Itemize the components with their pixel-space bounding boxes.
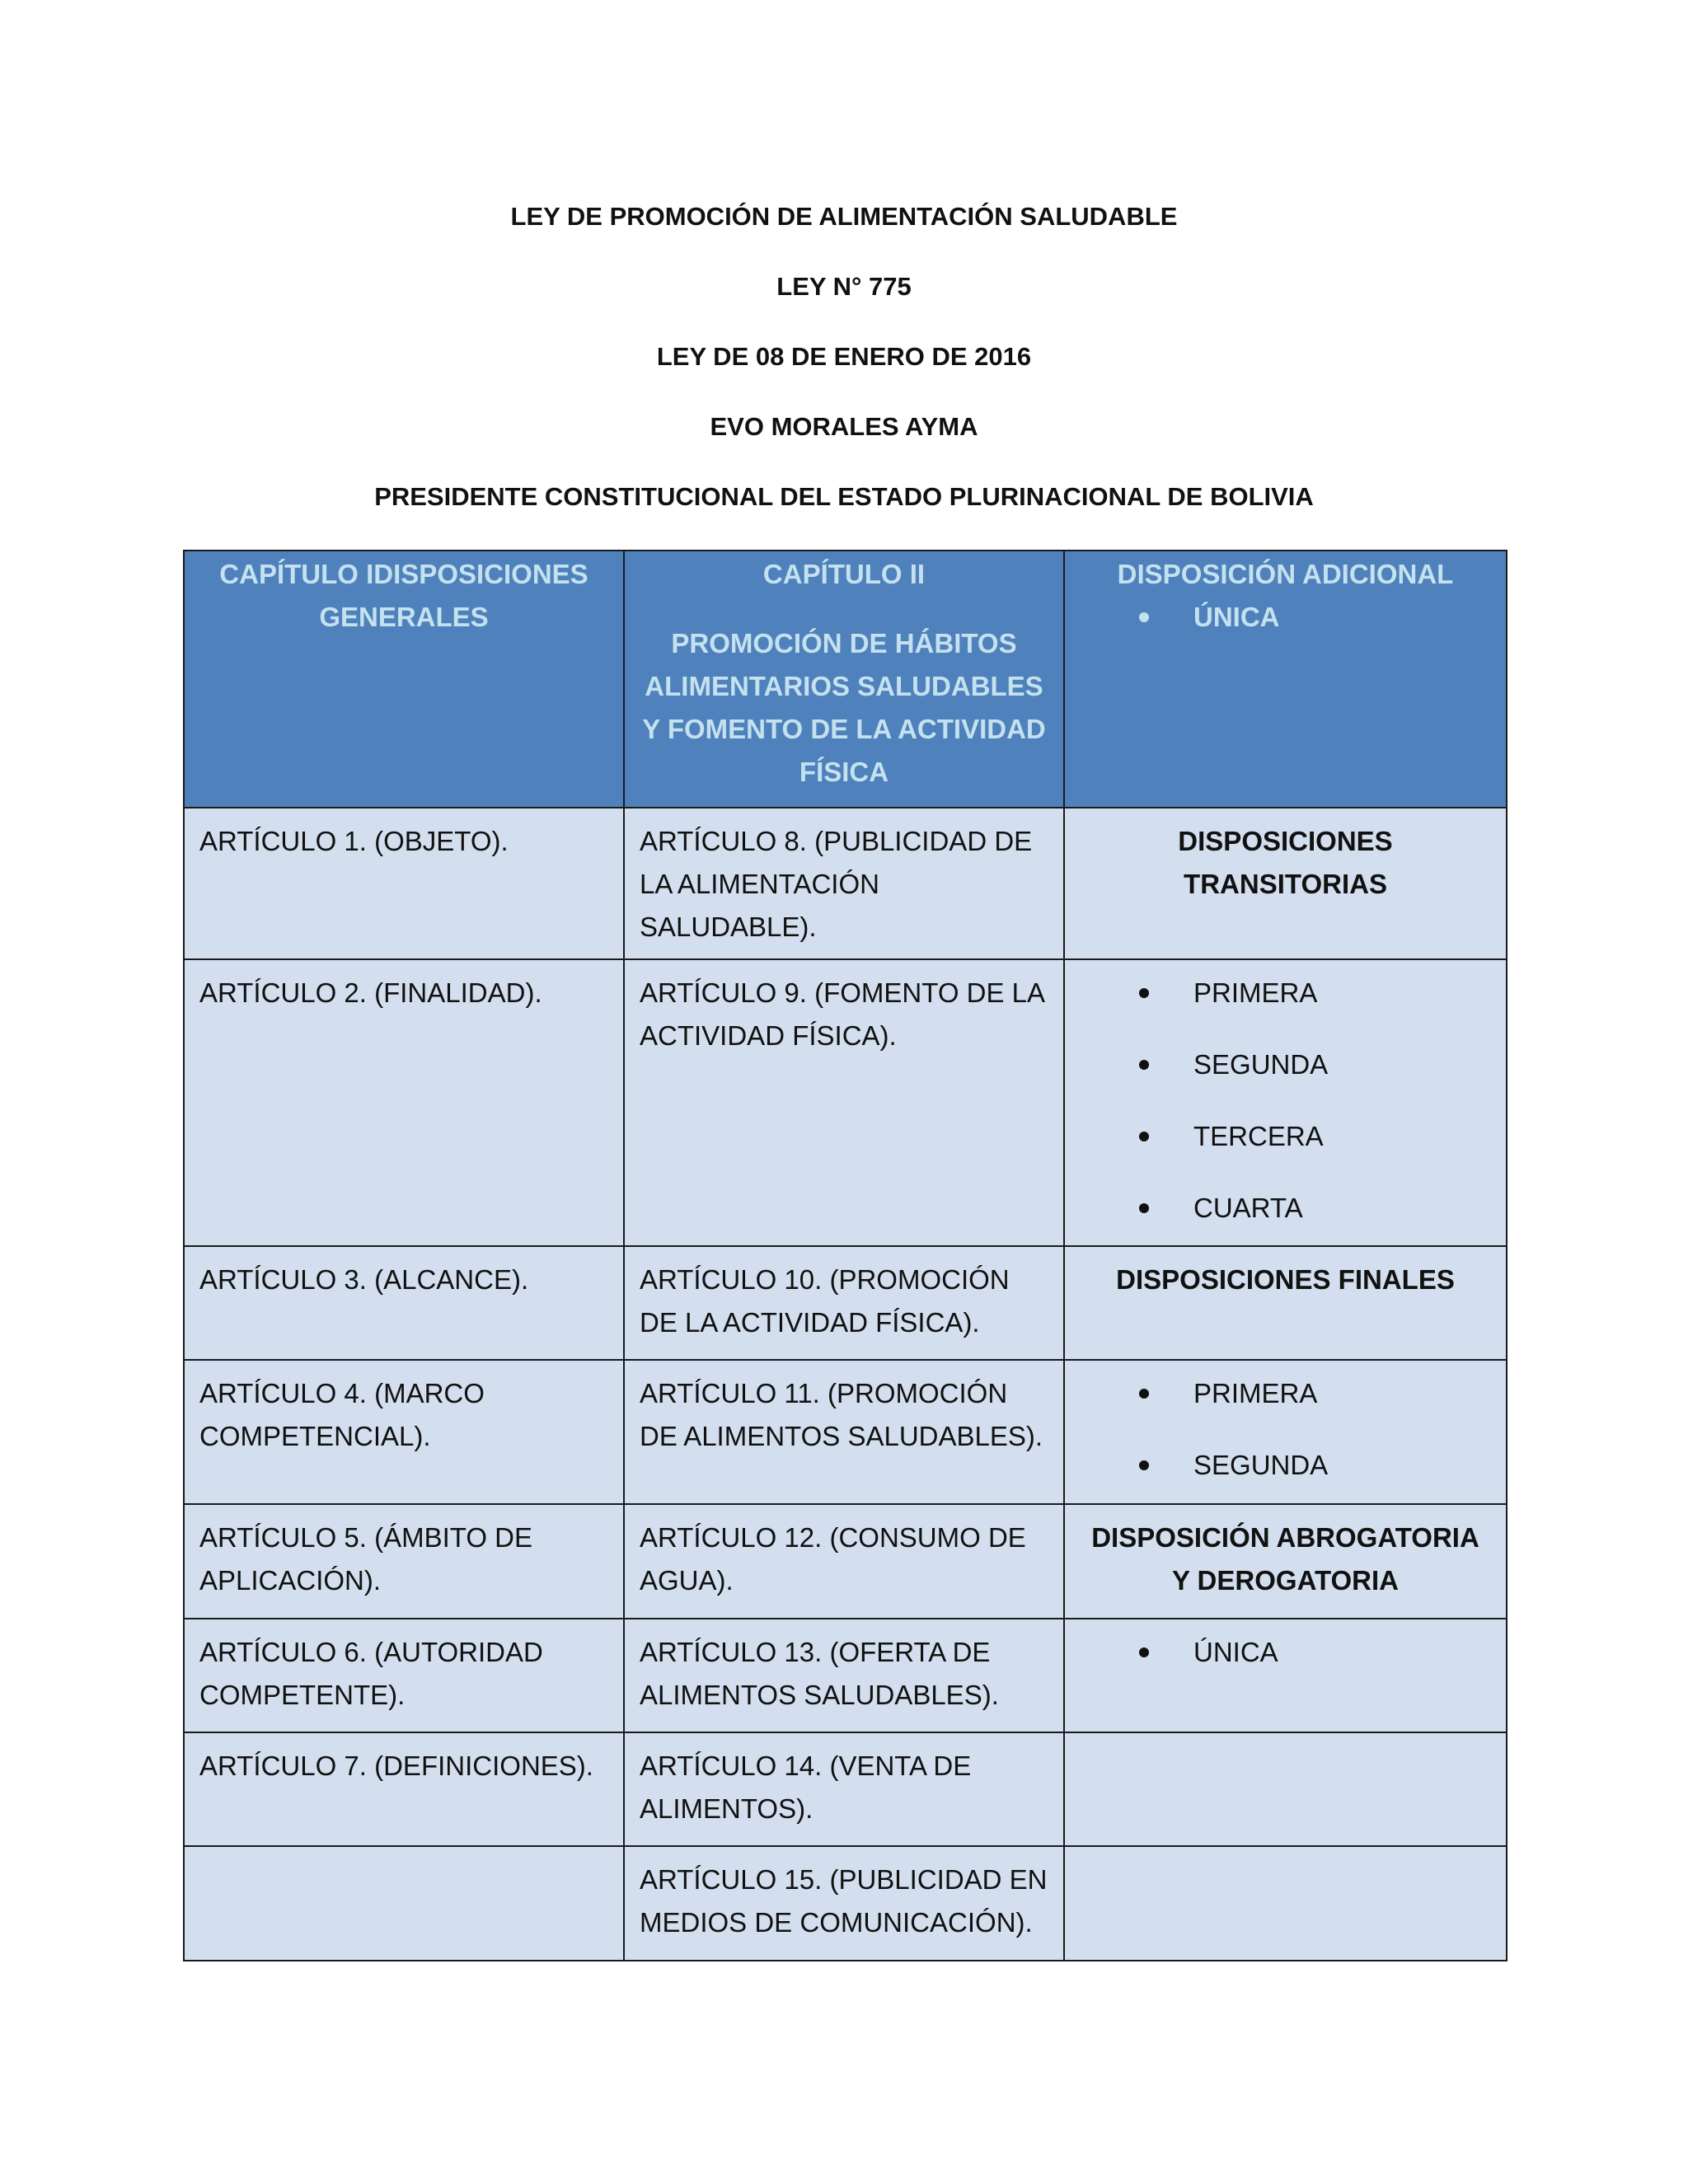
transitory-list bbox=[1080, 972, 1491, 1230]
article-cell: ARTÍCULO 7. (DEFINICIONES). bbox=[184, 1732, 624, 1846]
article-cell: ARTÍCULO 3. (ALCANCE). bbox=[184, 1246, 624, 1360]
table-row bbox=[184, 1504, 1507, 1619]
signer-name: EVO MORALES AYMA bbox=[710, 412, 978, 441]
header-chapter-2 bbox=[624, 551, 1064, 808]
table-row bbox=[184, 1846, 1507, 1961]
article-cell: ARTÍCULO 15. (PUBLICIDAD EN MEDIOS DE COMUNICACIÓN). bbox=[624, 1846, 1064, 1961]
empty-cell bbox=[1064, 1846, 1507, 1961]
table-row bbox=[184, 1246, 1507, 1360]
article-cell: ARTÍCULO 4. (MARCO COMPETENCIAL). bbox=[184, 1360, 624, 1504]
list-item: PRIMERA bbox=[1080, 972, 1491, 1015]
empty-cell bbox=[184, 1846, 624, 1961]
table-row bbox=[184, 1360, 1507, 1504]
header-chapter-1 bbox=[184, 551, 624, 808]
section-heading: DISPOSICIONES FINALES bbox=[1064, 1246, 1507, 1360]
article-cell: ARTÍCULO 13. (OFERTA DE ALIMENTOS SALUDABLES). bbox=[624, 1619, 1064, 1732]
table-row bbox=[184, 959, 1507, 1246]
list-item: CUARTA bbox=[1080, 1187, 1491, 1230]
article-cell: ARTÍCULO 1. (OBJETO). bbox=[184, 808, 624, 959]
document-title: LEY DE PROMOCIÓN DE ALIMENTACIÓN SALUDABLE bbox=[510, 202, 1178, 231]
list-item: TERCERA bbox=[1080, 1115, 1491, 1158]
article-cell: ARTÍCULO 5. (ÁMBITO DE APLICACIÓN). bbox=[184, 1504, 624, 1619]
final-list bbox=[1080, 1372, 1491, 1487]
section-heading: DISPOSICIÓN ABROGATORIA Y DEROGATORIA bbox=[1064, 1504, 1507, 1619]
list-item: SEGUNDA bbox=[1080, 1444, 1491, 1487]
list-item: ÚNICA bbox=[1080, 596, 1491, 639]
table-header-row bbox=[184, 551, 1507, 808]
article-cell: ARTÍCULO 14. (VENTA DE ALIMENTOS). bbox=[624, 1732, 1064, 1846]
law-index-table bbox=[183, 550, 1507, 1961]
table-row bbox=[184, 808, 1507, 959]
article-cell: ARTÍCULO 10. (PROMOCIÓN DE LA ACTIVIDAD FÍSICA). bbox=[624, 1246, 1064, 1360]
additional-provision-title: DISPOSICIÓN ADICIONAL bbox=[1117, 559, 1454, 589]
abrogation-list bbox=[1080, 1631, 1491, 1674]
article-cell: ARTÍCULO 9. (FOMENTO DE LA ACTIVIDAD FÍSICA). bbox=[624, 959, 1064, 1246]
header-additional-provision bbox=[1064, 551, 1507, 808]
chapter-2-subtitle: PROMOCIÓN DE HÁBITOS ALIMENTARIOS SALUDABLES Y FOMENTO DE LA ACTIVIDAD FÍSICA bbox=[642, 628, 1046, 787]
final-list-cell bbox=[1064, 1360, 1507, 1504]
article-cell: ARTÍCULO 11. (PROMOCIÓN DE ALIMENTOS SALUDABLES). bbox=[624, 1360, 1064, 1504]
article-cell: ARTÍCULO 8. (PUBLICIDAD DE LA ALIMENTACIÓN SALUDABLE). bbox=[624, 808, 1064, 959]
list-item: SEGUNDA bbox=[1080, 1043, 1491, 1086]
signer-role: PRESIDENTE CONSTITUCIONAL DEL ESTADO PLURINACIONAL DE BOLIVIA bbox=[374, 482, 1314, 511]
empty-cell bbox=[1064, 1732, 1507, 1846]
article-cell: ARTÍCULO 2. (FINALIDAD). bbox=[184, 959, 624, 1246]
law-number: LEY N° 775 bbox=[776, 272, 912, 301]
law-date: LEY DE 08 DE ENERO DE 2016 bbox=[656, 342, 1032, 371]
list-item: PRIMERA bbox=[1080, 1372, 1491, 1415]
transitory-list-cell bbox=[1064, 959, 1507, 1246]
list-item: ÚNICA bbox=[1080, 1631, 1491, 1674]
section-heading: DISPOSICIONES TRANSITORIAS bbox=[1064, 808, 1507, 959]
table-row bbox=[184, 1732, 1507, 1846]
chapter-1-title: CAPÍTULO IDISPOSICIONES GENERALES bbox=[219, 559, 588, 632]
chapter-2-title: CAPÍTULO II bbox=[762, 559, 926, 589]
table-row bbox=[184, 1619, 1507, 1732]
article-cell: ARTÍCULO 6. (AUTORIDAD COMPETENTE). bbox=[184, 1619, 624, 1732]
article-cell: ARTÍCULO 12. (CONSUMO DE AGUA). bbox=[624, 1504, 1064, 1619]
abrogation-list-cell bbox=[1064, 1619, 1507, 1732]
additional-provision-list bbox=[1080, 596, 1491, 639]
